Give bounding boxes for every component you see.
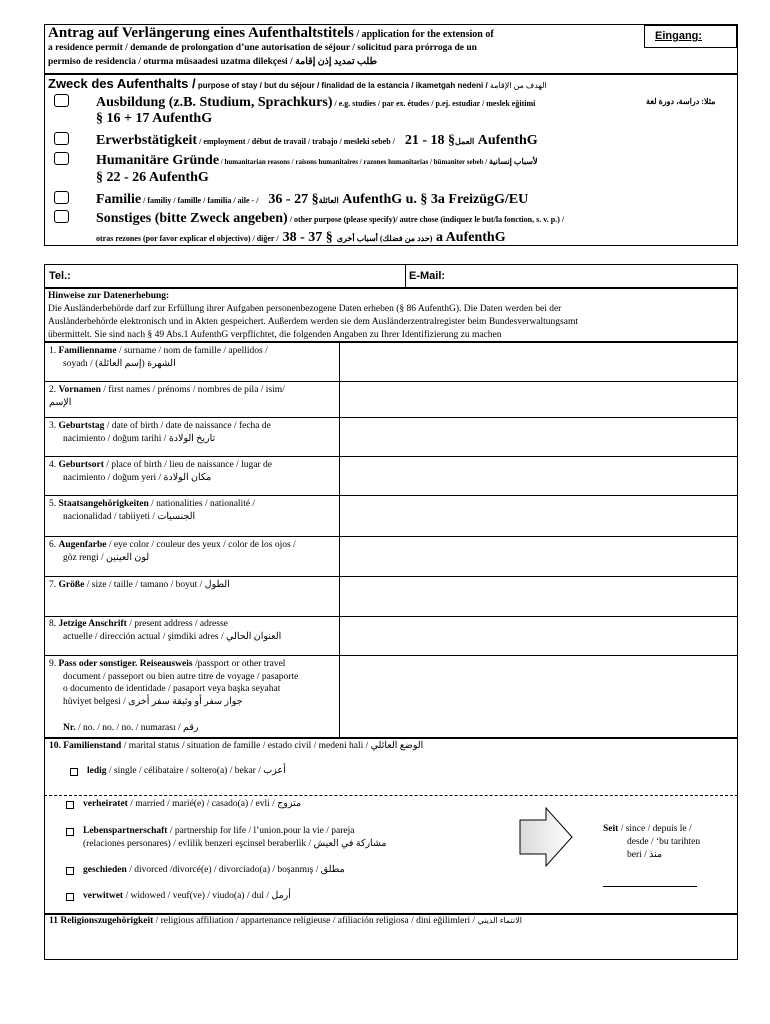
dashed-separator — [44, 795, 738, 796]
widowed-arabic: أرمل — [271, 891, 291, 901]
since-date-input[interactable] — [603, 872, 697, 887]
field-line4: hüviyet belgesi / — [63, 696, 129, 707]
address-input[interactable] — [339, 617, 737, 655]
notice-line-3: übermittelt. Sie sind nach § 49 Abs.1 AufenthG verpflichtet, die folgenden Angaben zu Ihrer Identifizierung zu machen — [48, 330, 502, 340]
option-partnership — [83, 825, 387, 851]
form-title — [48, 25, 494, 42]
divorced-rest: / divorced /divorcé(e) / divorciado(a) / boşanmış / — [126, 865, 321, 875]
field-label-firstnames — [49, 384, 285, 410]
purpose-label: Sonstiges (bitte Zweck angeben) — [96, 211, 288, 226]
purpose-item-sonstiges-line2 — [96, 228, 506, 246]
option-single — [87, 765, 286, 776]
field-arabic: لون العينين — [106, 553, 150, 563]
tel-label: Tel.: — [49, 270, 71, 282]
field-bold: Vornamen — [58, 385, 101, 395]
since-arabic: منذ — [649, 850, 663, 860]
field-line2: actuelle / dirección actual / şimdiki adres / — [63, 632, 227, 642]
checkbox-married[interactable] — [66, 801, 74, 809]
purpose-arabic: العمل — [455, 137, 475, 146]
marital-bold: Familienstand — [63, 741, 122, 751]
checkbox-familie[interactable] — [54, 191, 69, 204]
field-line1: / surname / nom de famille / apellidos / — [116, 346, 268, 356]
field-bold: Familienname — [58, 346, 117, 356]
checkbox-partnership[interactable] — [66, 828, 74, 836]
field-line1: / first names / prénoms / nombres de pila / isim/ — [100, 385, 285, 395]
field-bold: Augenfarbe — [58, 540, 107, 550]
field-line2: nacimiento / doğum tarihi / — [63, 434, 169, 444]
partner-rest: / partnership for life / l’union.pour la vie / pareja — [167, 826, 355, 836]
field-label-address — [49, 618, 281, 644]
field-line3: o documento de identidade / pasaport veya başka seyahat — [63, 684, 281, 694]
partner-line2: (relaciones personares) / evlilik benzeri eşcinsel beraberlik / — [83, 839, 314, 849]
height-input[interactable] — [339, 577, 737, 616]
religion-bold: Religionszugehörigkeit — [60, 916, 154, 926]
notice-line-1: Die Ausländerbehörde darf zur Erfüllung ihrer Aufgaben personenbezogene Daten erheben (§ 86 AufenthG). Die Daten werden bei der — [48, 304, 562, 314]
title-line-2: a residence permit / demande de prolongation d’une autorisation de séjour / solicitud para prórroga de un — [48, 43, 477, 53]
passport-number-label — [63, 722, 198, 733]
surname-input[interactable] — [339, 343, 737, 381]
purpose-label: Ausbildung (z.B. Studium, Sprachkurs) — [96, 95, 333, 110]
tel-input[interactable] — [80, 266, 402, 286]
field-line2 — [71, 398, 85, 408]
purpose-heading-arabic: الهدف من الإقامة — [489, 81, 547, 90]
field-line1: / place of birth / lieu de naissance / lugar de — [103, 460, 272, 470]
partner-arabic: مشاركة في العيش — [313, 839, 387, 849]
religion-rest: / religious affiliation / appartenance religieuse / afiliación religiosa / dini eğilimleri / — [153, 916, 478, 926]
purpose-item-humanitaer — [96, 151, 538, 169]
title-line-3-text: permiso de residencia / oturma müsaadesi uzatma dilekçesi / — [48, 57, 296, 67]
checkbox-single[interactable] — [70, 768, 78, 776]
field-label-surname — [49, 345, 268, 371]
field-label-height — [49, 579, 230, 592]
purpose-translation: / familiy / famille / familia / aile - / — [141, 196, 261, 205]
purpose-heading-translation: purpose of stay / but du séjour / finalidad de la estancia / ikametgah nedeni / — [195, 81, 490, 90]
field-line1: / present address / adresse — [126, 619, 228, 629]
field-label-eyecolor — [49, 539, 296, 565]
field-label-nationality — [49, 498, 255, 524]
purpose-law: § 27 - 36 AufenthG u. § 3a FreizügG/EU — [268, 192, 529, 207]
field-line2: göz rengi / — [63, 553, 107, 563]
nationality-input[interactable] — [339, 496, 737, 536]
purpose-label: Erwerbstätigkeit — [96, 133, 198, 148]
contact-divider — [405, 264, 406, 288]
field-num: 9. — [49, 659, 57, 669]
field-line2: nacimiento / doğum yeri / — [63, 473, 164, 483]
since-line2: desde / ‘bu tarihten — [627, 837, 701, 847]
field-num: 6. — [49, 540, 57, 550]
field-arabic: مكان الولادة — [163, 473, 212, 483]
title-line-3 — [48, 56, 377, 67]
purpose-arabic: مثلا: دراسة، دورة لغة — [646, 97, 716, 106]
married-rest: / married / marié(e) / casado(a) / evli / — [127, 799, 278, 809]
checkbox-divorced[interactable] — [66, 867, 74, 875]
notice-heading: Hinweise zur Datenerhebung: — [48, 291, 170, 301]
purpose-item-familie — [96, 190, 528, 208]
field-arabic: تاريخ الولادة — [168, 434, 216, 444]
single-arabic: أعزب — [263, 766, 286, 776]
purpose-law: § 22 - 26 AufenthG — [96, 170, 209, 185]
married-arabic: متزوج — [277, 799, 302, 809]
since-label — [603, 823, 700, 862]
field-num: 7. — [49, 580, 57, 590]
notice-line-2: Ausländerbehörde elektronisch und in Akten gespeichert. Außerdem werden sie dem Ausländerzentralregister beim Bundesverwaltungsamt — [48, 317, 578, 327]
field-arabic: جواز سفر أو وثيقة سفر أخرى — [128, 696, 243, 707]
purpose-translation: / other purpose (please specify)/ autre chose (indiquez le but/la fonction, s. v. p.) / — [287, 215, 565, 224]
field-label-birthdate — [49, 420, 271, 446]
religion-label — [49, 916, 522, 926]
purpose-heading-de: Zweck des Aufenthalts / — [48, 76, 196, 91]
checkbox-widowed[interactable] — [66, 893, 74, 901]
field-line1: / nationalities / nationalité / — [148, 499, 256, 509]
purpose-law: § 37 - 38 a AufenthG — [282, 230, 506, 245]
purpose-arabic: (حدد من فضلك) أسباب أخرى — [336, 234, 433, 243]
marital-heading — [49, 740, 423, 751]
field-num: 8. — [49, 619, 57, 629]
field-num: 2. — [49, 385, 57, 395]
marital-rest: / marital status / situation de famille / estado civil / medeni hali / — [121, 741, 371, 751]
arrow-right-icon — [518, 806, 574, 868]
field-bold: Staatsangehörigkeiten — [58, 499, 149, 509]
single-rest: / single / célibataire / soltero(a) / bekar / — [106, 766, 264, 776]
widowed-bold: verwitwet — [83, 891, 124, 901]
eingang-label: Eingang: — [655, 30, 703, 42]
field-arabic: العنوان الحالي — [226, 632, 282, 642]
partner-bold: Lebenspartnerschaft — [83, 826, 168, 836]
field-num: 1. — [49, 346, 57, 356]
since-line3: beri / — [627, 850, 650, 860]
field-line1: / size / taille / tamano / boyut / — [84, 580, 205, 590]
passport-input[interactable] — [339, 656, 737, 738]
email-input[interactable] — [455, 266, 735, 286]
birthplace-input[interactable] — [339, 457, 737, 495]
field-arabic: الإسم — [49, 398, 72, 408]
field-line2: nacionalidad / tabiiyeti / — [63, 512, 158, 522]
marital-num: 10. — [49, 741, 61, 751]
title-german: Antrag auf Verlängerung eines Aufenthaltstitels — [48, 25, 354, 41]
purpose-translation: / e.g. studies / par ex. études / p.ej. estudiar / meslek eğitimi — [332, 99, 536, 108]
nr-arabic: رقم — [183, 723, 199, 733]
field-line2: soyadı / — [63, 359, 96, 369]
field-arabic: الجنسيات — [157, 512, 196, 522]
field-num: 3. — [49, 421, 57, 431]
field-num: 5. — [49, 499, 57, 509]
field-line1: / date of birth / date de naissance / fecha de — [104, 421, 271, 431]
purpose-arabic: لأسباب إنسانية — [488, 157, 538, 166]
purpose-item-sonstiges — [96, 209, 564, 227]
email-label: E-Mail: — [409, 270, 446, 282]
eyecolor-input[interactable] — [339, 537, 737, 576]
religion-input[interactable] — [46, 930, 736, 958]
checkbox-erwerbstaetigkeit[interactable] — [54, 132, 69, 145]
married-bold: verheiratet — [83, 799, 128, 809]
checkbox-ausbildung[interactable] — [54, 94, 69, 107]
birthdate-input[interactable] — [339, 418, 737, 456]
field-arabic: الشهرة (إسم العائلة) — [95, 359, 176, 369]
firstnames-input[interactable] — [339, 382, 737, 417]
field-bold: Größe — [58, 580, 85, 590]
checkbox-sonstiges[interactable] — [54, 210, 69, 223]
purpose-label: Familie — [96, 192, 142, 207]
field-num: 4. — [49, 460, 57, 470]
since-rest: / since / depuis le / — [618, 824, 692, 834]
option-divorced — [83, 864, 345, 875]
purpose-item-ausbildung — [96, 93, 535, 111]
purpose-translation: / humanitarian reasons / raisons humanitaires / razones humanitarias / hümaniter sebeb / — [219, 158, 489, 166]
since-bold: Seit — [603, 824, 619, 834]
field-bold: Jetzige Anschrift — [58, 619, 127, 629]
single-bold: ledig — [87, 766, 107, 776]
field-line1: / eye color / couleur des yeux / color de los ojos / — [106, 540, 296, 550]
option-widowed — [83, 890, 291, 901]
purpose-heading — [48, 75, 547, 93]
religion-arabic: الانتماء الديني — [477, 916, 522, 925]
field-arabic: الطول — [204, 580, 230, 590]
purpose-translation-2: otras rezones (por favor explicar el objectivo) / diğer / — [96, 234, 279, 243]
field-bold: Geburtsort — [58, 460, 104, 470]
nr-rest: / no. / no. / no. / numarası / — [75, 723, 183, 733]
religion-num: 11 — [49, 916, 58, 926]
purpose-translation: / employment / début de travail / trabajo / mesleki sebeb / — [197, 137, 397, 146]
divorced-arabic: مطلق — [320, 865, 345, 875]
divorced-bold: geschieden — [83, 865, 127, 875]
checkbox-humanitaer[interactable] — [54, 152, 69, 165]
purpose-arabic: العائلة — [318, 196, 339, 205]
title-translation: / application for the extension of — [353, 29, 494, 40]
purpose-label: Humanitäre Gründe — [96, 153, 220, 168]
field-line1: /passport or other travel — [192, 659, 286, 669]
field-bold: Geburtstag — [58, 421, 105, 431]
option-married — [83, 798, 301, 809]
nr-bold: Nr. — [63, 723, 76, 733]
field-label-birthplace — [49, 459, 272, 485]
field-line2: document / passeport ou bien autre titre de voyage / pasaporte — [63, 671, 299, 682]
title-line-3-arabic: طلب تمديد إذن إقامة — [295, 57, 378, 67]
widowed-rest: / widowed / veuf(ve) / viudo(a) / dul / — [123, 891, 272, 901]
marital-arabic: الوضع العائلي — [370, 741, 424, 751]
purpose-law: § 18 - 21 AufenthG — [404, 133, 538, 148]
purpose-item-erwerb — [96, 131, 538, 149]
field-label-passport — [49, 658, 298, 708]
field-bold: Pass oder sonstiger. Reiseausweis — [58, 659, 193, 669]
purpose-law: § 16 + 17 AufenthG — [96, 111, 213, 126]
